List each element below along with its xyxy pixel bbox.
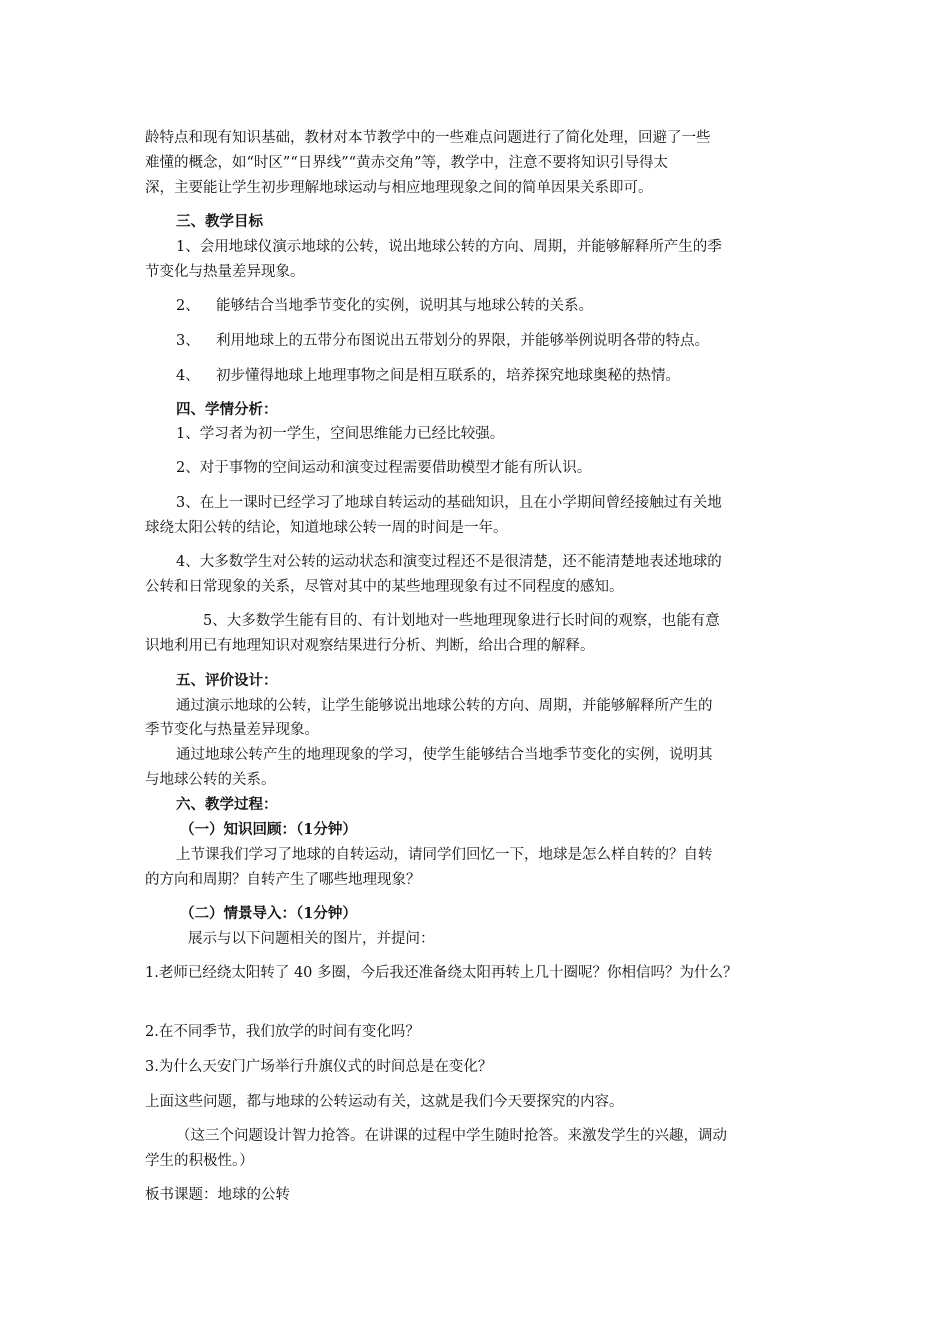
analysis-item-3-line-2: 球绕太阳公转的结论，知道地球公转一周的时间是一年。 bbox=[145, 520, 508, 536]
analysis-item-2: 2、对于事物的空间运动和演变过程需要借助模型才能有所认识。 bbox=[176, 460, 592, 476]
goal-item-4-number: 4、 bbox=[176, 368, 200, 384]
analysis-item-5-line-2: 识地利用已有地理知识对观察结果进行分析、判断，给出合理的解释。 bbox=[145, 638, 595, 654]
intro-line-1: 龄特点和现有知识基础，教材对本节教学中的一些难点问题进行了简化处理，回避了一些 bbox=[145, 130, 711, 146]
subheading-intro: （二）情景导入：（1分钟） bbox=[180, 905, 357, 922]
analysis-item-4-line-1: 4、大多数学生对公转的运动状态和演变过程还不是很清楚，还不能清楚地表述地球的 bbox=[176, 554, 722, 570]
goal-item-3-text: 利用地球上的五带分布图说出五带划分的界限，并能够举例说明各带的特点。 bbox=[216, 333, 709, 349]
evaluation-p1-line-2: 季节变化与热量差异现象。 bbox=[145, 722, 319, 738]
question-1: 1.老师已经绕太阳转了 40 多圈，今后我还准备绕太阳再转上几十圈呢？你相信吗？为什么？ bbox=[145, 965, 738, 981]
note-line-1: （这三个问题设计智力抢答。在讲课的过程中学生随时抢答。来激发学生的兴趣，调动 bbox=[176, 1128, 727, 1144]
analysis-item-1: 1、学习者为初一学生，空间思维能力已经比较强。 bbox=[176, 426, 505, 442]
goal-item-3 bbox=[176, 331, 709, 351]
review-line-1: 上节课我们学习了地球的自转运动，请同学们回忆一下，地球是怎么样自转的？自转 bbox=[176, 847, 713, 863]
analysis-item-3-line-1: 3、在上一课时已经学习了地球自转运动的基础知识，且在小学期间曾经接触过有关地 bbox=[176, 495, 722, 511]
analysis-item-5-line-1: 5、大多数学生能有目的、有计划地对一些地理现象进行长时间的观察，也能有意 bbox=[203, 613, 720, 629]
section-heading-evaluation: 五、评价设计： bbox=[176, 672, 278, 689]
review-line-2: 的方向和周期？自转产生了哪些地理现象？ bbox=[145, 872, 421, 888]
goal-item-1-line-2: 节变化与热量差异现象。 bbox=[145, 264, 305, 280]
analysis-item-4-line-2: 公转和日常现象的关系，尽管对其中的某些地理现象有过不同程度的感知。 bbox=[145, 579, 624, 595]
goal-item-4 bbox=[176, 366, 680, 386]
section-heading-goals: 三、教学目标 bbox=[176, 213, 263, 230]
section-heading-process: 六、教学过程： bbox=[176, 796, 278, 813]
section-heading-analysis: 四、学情分析： bbox=[176, 401, 278, 418]
subheading-review: （一）知识回顾：（1分钟） bbox=[180, 821, 357, 838]
intro-line-3: 深，主要能让学生初步理解地球运动与相应地理现象之间的简单因果关系即可。 bbox=[145, 180, 653, 196]
question-2: 2.在不同季节，我们放学的时间有变化吗？ bbox=[145, 1024, 420, 1040]
goal-item-2-number: 2、 bbox=[176, 298, 200, 314]
evaluation-p2-line-1: 通过地球公转产生的地理现象的学习，使学生能够结合当地季节变化的实例，说明其 bbox=[176, 747, 713, 763]
evaluation-p2-line-2: 与地球公转的关系。 bbox=[145, 772, 276, 788]
board-title: 板书课题：地球的公转 bbox=[145, 1187, 290, 1203]
intro-line-2: 难懂的概念，如“时区”“日界线”“黄赤交角”等，教学中，注意不要将知识引导得太 bbox=[145, 155, 668, 171]
intro-prompt: 展示与以下问题相关的图片，并提问： bbox=[188, 931, 435, 947]
evaluation-p1-line-1: 通过演示地球的公转，让学生能够说出地球公转的方向、周期，并能够解释所产生的 bbox=[176, 698, 713, 714]
goal-item-1-line-1: 1、会用地球仪演示地球的公转，说出地球公转的方向、周期，并能够解释所产生的季 bbox=[176, 239, 722, 255]
question-3: 3.为什么天安门广场举行升旗仪式的时间总是在变化？ bbox=[145, 1059, 493, 1075]
note-line-2: 学生的积极性。） bbox=[145, 1153, 254, 1169]
summary-text: 上面这些问题，都与地球的公转运动有关，这就是我们今天要探究的内容。 bbox=[145, 1094, 624, 1110]
goal-item-3-number: 3、 bbox=[176, 333, 200, 349]
goal-item-2 bbox=[176, 296, 593, 316]
goal-item-4-text: 初步懂得地球上地理事物之间是相互联系的，培养探究地球奥秘的热情。 bbox=[216, 368, 680, 384]
goal-item-2-text: 能够结合当地季节变化的实例，说明其与地球公转的关系。 bbox=[216, 298, 593, 314]
